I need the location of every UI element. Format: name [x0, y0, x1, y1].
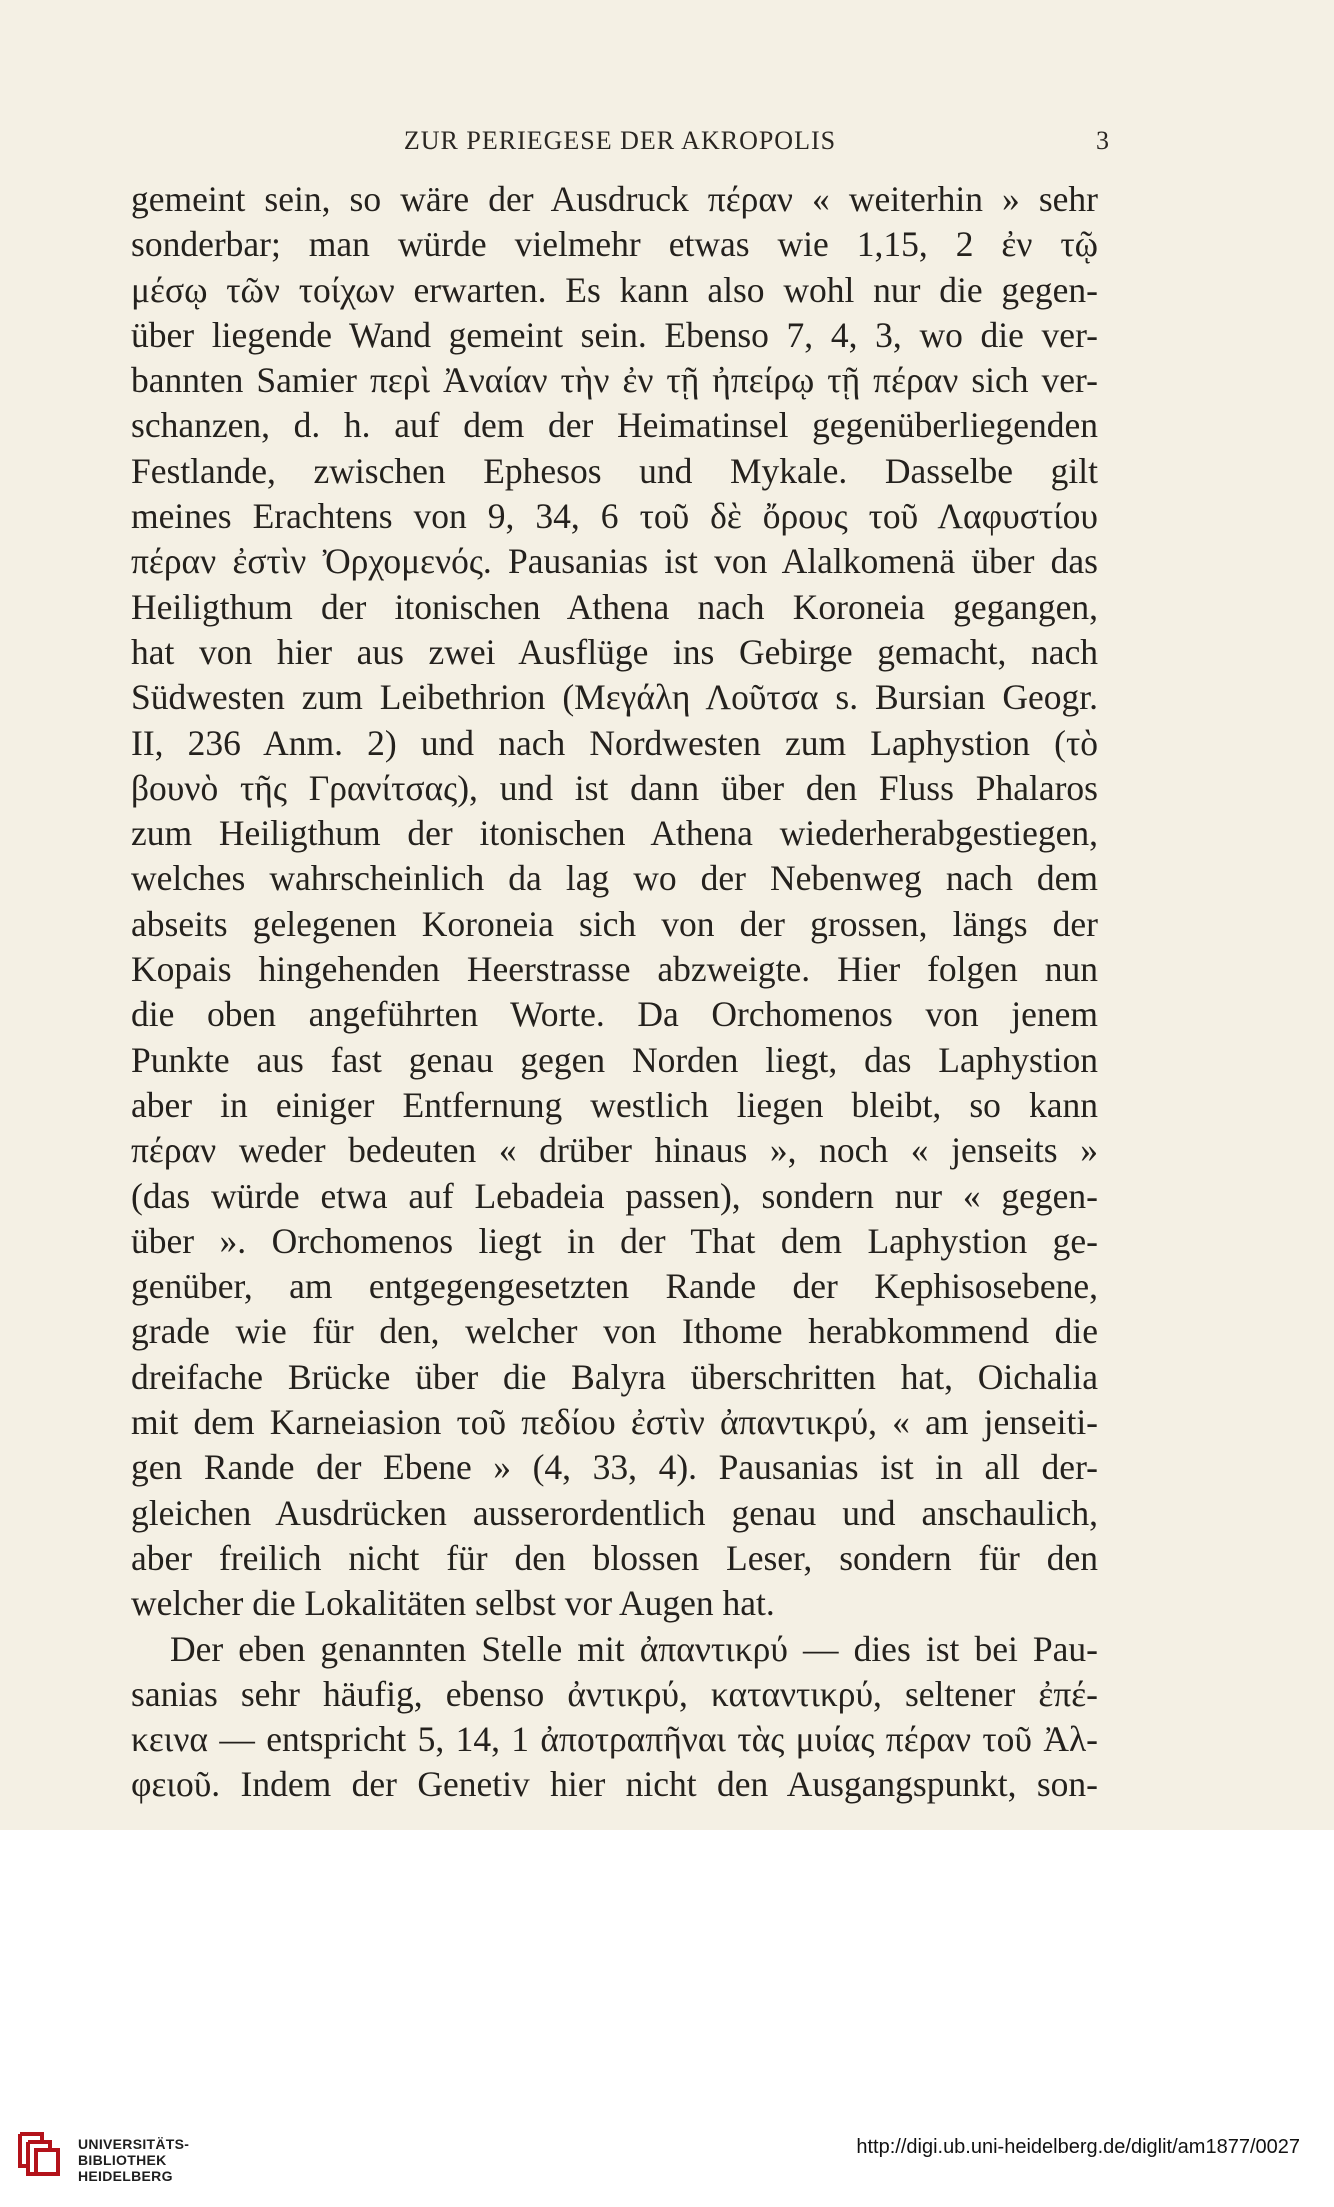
text-line: die oben angeführten Worte. Da Orchomenos von jenem — [131, 994, 1098, 1035]
text-line: κεινα — entspricht 5, 14, 1 ἀποτραπῆναι τὰς μυίας πέραν τοῦ Ἀλ- — [131, 1719, 1098, 1760]
library-name-line: UNIVERSITÄTS- — [78, 2136, 190, 2152]
text-line: abseits gelegenen Koroneia sich von der grossen, längs der — [131, 903, 1098, 944]
text-line: schanzen, d. h. auf dem der Heimatinsel gegenüberliegenden — [131, 405, 1098, 446]
text-line: βουνὸ τῆς Γρανίτσας), und ist dann über den Fluss Phalaros — [131, 767, 1098, 808]
text-line: grade wie für den, welcher von Ithome herabkommend die — [131, 1311, 1098, 1352]
text-line: sonderbar; man würde vielmehr etwas wie 1,15, 2 ἐν τῷ — [131, 224, 1098, 265]
library-name-line: BIBLIOTHEK — [78, 2152, 167, 2168]
text-line: meines Erachtens von 9, 34, 6 τοῦ δὲ ὄρους τοῦ Λαφυστίου — [131, 496, 1098, 537]
text-line: aber freilich nicht für den blossen Leser, sondern für den — [131, 1537, 1098, 1578]
text-line: mit dem Karneiasion τοῦ πεδίου ἐστὶν ἀπαντικρύ, « am jenseiti- — [131, 1402, 1098, 1443]
text-line: (das würde etwa auf Lebadeia passen), sondern nur « gegen- — [131, 1175, 1098, 1216]
text-line: gen Rande der Ebene » (4, 33, 4). Pausanias ist in all der- — [131, 1447, 1098, 1488]
text-line: Der eben genannten Stelle mit ἀπαντικρύ — dies ist bei Pau- — [170, 1628, 1098, 1669]
text-line: dreifache Brücke über die Balyra überschritten hat, Oichalia — [131, 1356, 1098, 1397]
text-line: gleichen Ausdrücken ausserordentlich genau und anschaulich, — [131, 1492, 1098, 1533]
text-line: πέραν weder bedeuten « drüber hinaus », noch « jenseits » — [131, 1130, 1098, 1171]
text-line: genüber, am entgegengesetzten Rande der Kephisosebene, — [131, 1266, 1098, 1307]
text-line: sanias sehr häufig, ebenso ἀντικρύ, καταντικρύ, seltener ἐπέ- — [131, 1673, 1098, 1714]
text-line: welches wahrscheinlich da lag wo der Nebenweg nach dem — [131, 858, 1098, 899]
running-title: ZUR PERIEGESE DER AKROPOLIS — [403, 126, 837, 155]
permalink-url[interactable]: http://digi.ub.uni-heidelberg.de/diglit/am1877/0027 — [856, 2136, 1300, 2158]
text-line: Kopais hingehenden Heerstrasse abzweigte. Hier folgen nun — [131, 949, 1098, 990]
running-head — [130, 126, 1110, 166]
text-line: Festlande, zwischen Ephesos und Mykale. Dasselbe gilt — [131, 450, 1098, 491]
text-line: bannten Samier περὶ Ἀναίαν τὴν ἐν τῇ ἠπείρῳ τῇ πέραν sich ver- — [131, 360, 1098, 401]
text-line: zum Heiligthum der itonischen Athena wiederherabgestiegen, — [131, 813, 1098, 854]
text-line: μέσῳ τῶν τοίχων erwarten. Es kann also wohl nur die gegen- — [131, 269, 1098, 310]
text-line: über liegende Wand gemeint sein. Ebenso 7, 4, 3, wo die ver- — [131, 314, 1098, 355]
text-line: aber in einiger Entfernung westlich liegen bleibt, so kann — [131, 1084, 1098, 1125]
text-line: Südwesten zum Leibethrion (Μεγάλη Λοῦτσα s. Bursian Geogr. — [131, 677, 1098, 718]
text-line: πέραν ἐστὶν Ὀρχομενός. Pausanias ist von Alalkomenä über das — [131, 541, 1098, 582]
text-line: über ». Orchomenos liegt in der That dem Laphystion ge- — [131, 1220, 1098, 1261]
text-line: φειοῦ. Indem der Genetiv hier nicht den Ausgangspunkt, son- — [131, 1764, 1098, 1805]
text-line: II, 236 Anm. 2) und nach Nordwesten zum Laphystion (τὸ — [131, 722, 1098, 763]
text-line: Heiligthum der itonischen Athena nach Koroneia gegangen, — [131, 586, 1098, 627]
library-name-line: HEIDELBERG — [78, 2168, 173, 2184]
text-line: welcher die Lokalitäten selbst vor Augen hat. — [131, 1583, 775, 1624]
page-number: 3 — [1096, 126, 1110, 155]
library-logo-icon — [12, 2126, 68, 2182]
body-text — [131, 177, 1098, 1808]
text-line: gemeint sein, so wäre der Ausdruck πέραν « weiterhin » sehr — [131, 179, 1098, 219]
text-line: Punkte aus fast genau gegen Norden liegt, das Laphystion — [131, 1039, 1098, 1080]
library-name — [78, 2136, 189, 2184]
text-line: hat von hier aus zwei Ausflüge ins Gebirge gemacht, nach — [131, 631, 1098, 672]
